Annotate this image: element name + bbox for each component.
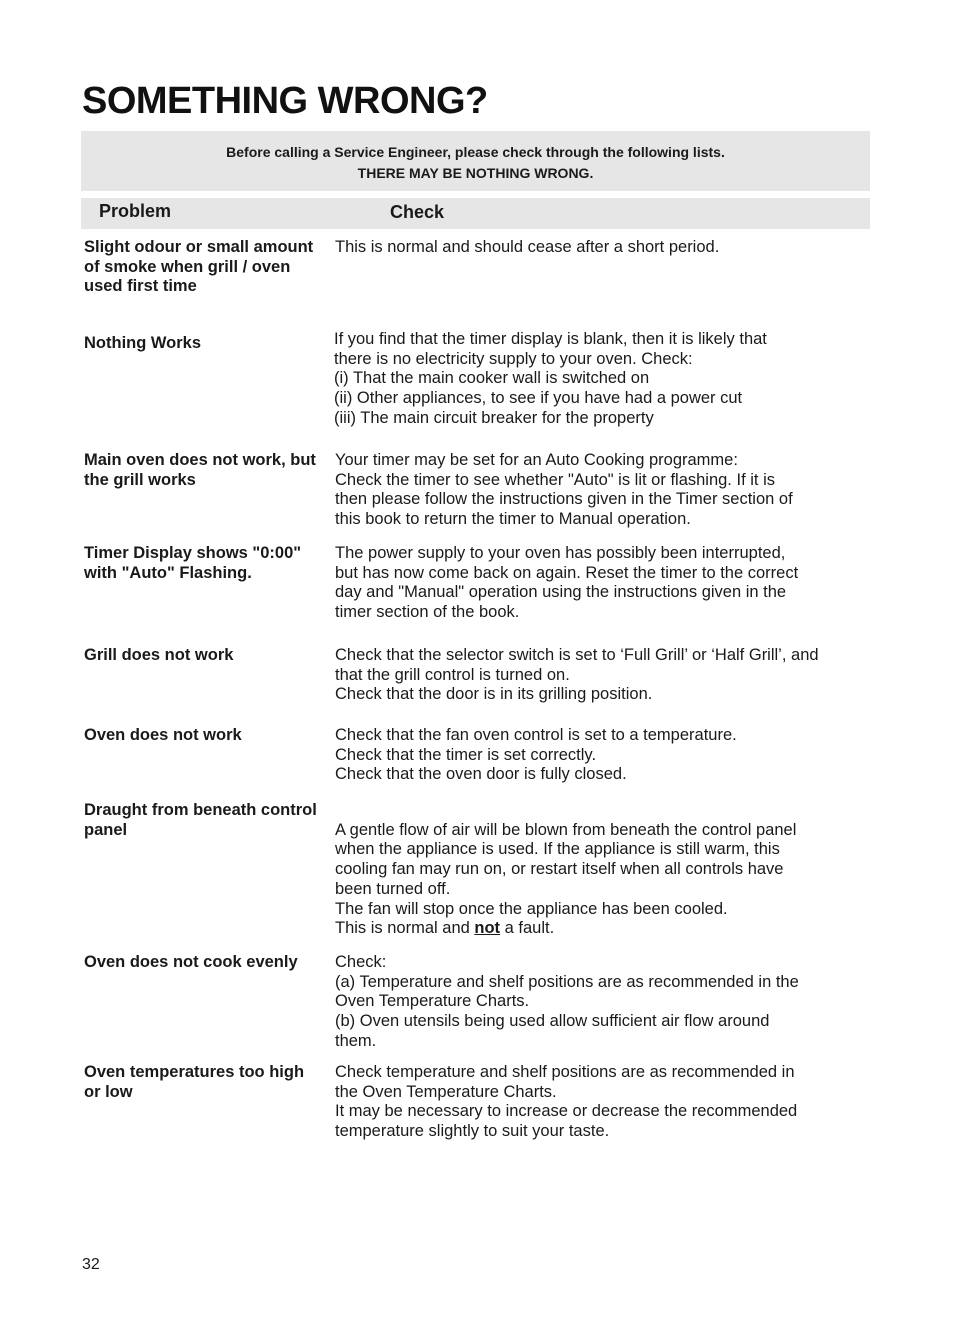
problem-cell: Main oven does not work, but the grill works bbox=[84, 451, 316, 489]
problem-cell: Oven does not work bbox=[84, 726, 242, 744]
check-cell: Your timer may be set for an Auto Cooking programme: Check the timer to see whether "Auto" is lit or flashing. If it is then please follow the instructions given in the Timer section of this book to return the timer to Manual operation. bbox=[335, 451, 793, 529]
page-title: SOMETHING WRONG? bbox=[82, 80, 488, 122]
check-cell: Check that the fan oven control is set to a temperature. Check that the timer is set correctly. Check that the oven door is fully closed. bbox=[335, 726, 737, 784]
column-header-check: Check bbox=[390, 202, 445, 222]
check-cell: Check temperature and shelf positions are as recommended in the Oven Temperature Charts. It may be necessary to increase or decrease the recommended temperature slightly to suit your taste. bbox=[335, 1063, 798, 1141]
check-cell bbox=[335, 801, 875, 959]
check-cell: If you find that the timer display is blank, then it is likely that there is no electricity supply to your oven. Check: (i) That the main cooker wall is switched on (ii) Other appliances, to see if you have had a power cut (iii) The main circuit breaker for the property bbox=[334, 330, 767, 427]
problem-cell: Oven does not cook evenly bbox=[84, 953, 298, 971]
check-tail-emphasis: not bbox=[474, 919, 501, 938]
check-text: A gentle flow of air will be blown from beneath the control panel when the appliance is used. If the appliance is still warm, this cooling fan may run on, or restart itself when all controls have been turned off. The fan will stop once the appliance has been cooled. bbox=[335, 820, 797, 918]
problem-cell: Nothing Works bbox=[84, 334, 202, 352]
check-tail-before: This is normal and bbox=[335, 919, 475, 938]
notice-line-1: Before calling a Service Engineer, please check through the following lists. bbox=[226, 144, 725, 160]
page-number: 32 bbox=[82, 1256, 100, 1273]
check-cell: This is normal and should cease after a short period. bbox=[335, 238, 720, 256]
table-header bbox=[81, 198, 870, 229]
notice-line-2: THERE MAY BE NOTHING WRONG. bbox=[357, 165, 594, 181]
check-tail bbox=[335, 919, 875, 939]
problem-cell: Timer Display shows "0:00" with "Auto" Flashing. bbox=[84, 544, 302, 582]
column-header-problem: Problem bbox=[99, 201, 172, 221]
notice-banner bbox=[81, 131, 870, 191]
problem-cell: Draught from beneath control panel bbox=[84, 801, 317, 839]
check-cell: The power supply to your oven has possibly been interrupted, but has now come back on again. Reset the timer to the correct day and "Manual" operation using the instructions given in the timer section of the book. bbox=[335, 544, 799, 622]
check-cell: Check: (a) Temperature and shelf positions are as recommended in the Oven Temperature Charts. (b) Oven utensils being used allow sufficient air flow around them. bbox=[335, 953, 799, 1050]
check-cell: Check that the selector switch is set to ‘Full Grill’ or ‘Half Grill’, and that the grill control is turned on. Check that the door is in its grilling position. bbox=[335, 646, 819, 704]
problem-cell: Oven temperatures too high or low bbox=[84, 1063, 305, 1101]
check-tail-after: a fault. bbox=[500, 919, 555, 938]
problem-cell: Grill does not work bbox=[84, 646, 234, 664]
problem-cell: Slight odour or small amount of smoke when grill / oven used first time bbox=[84, 238, 314, 296]
